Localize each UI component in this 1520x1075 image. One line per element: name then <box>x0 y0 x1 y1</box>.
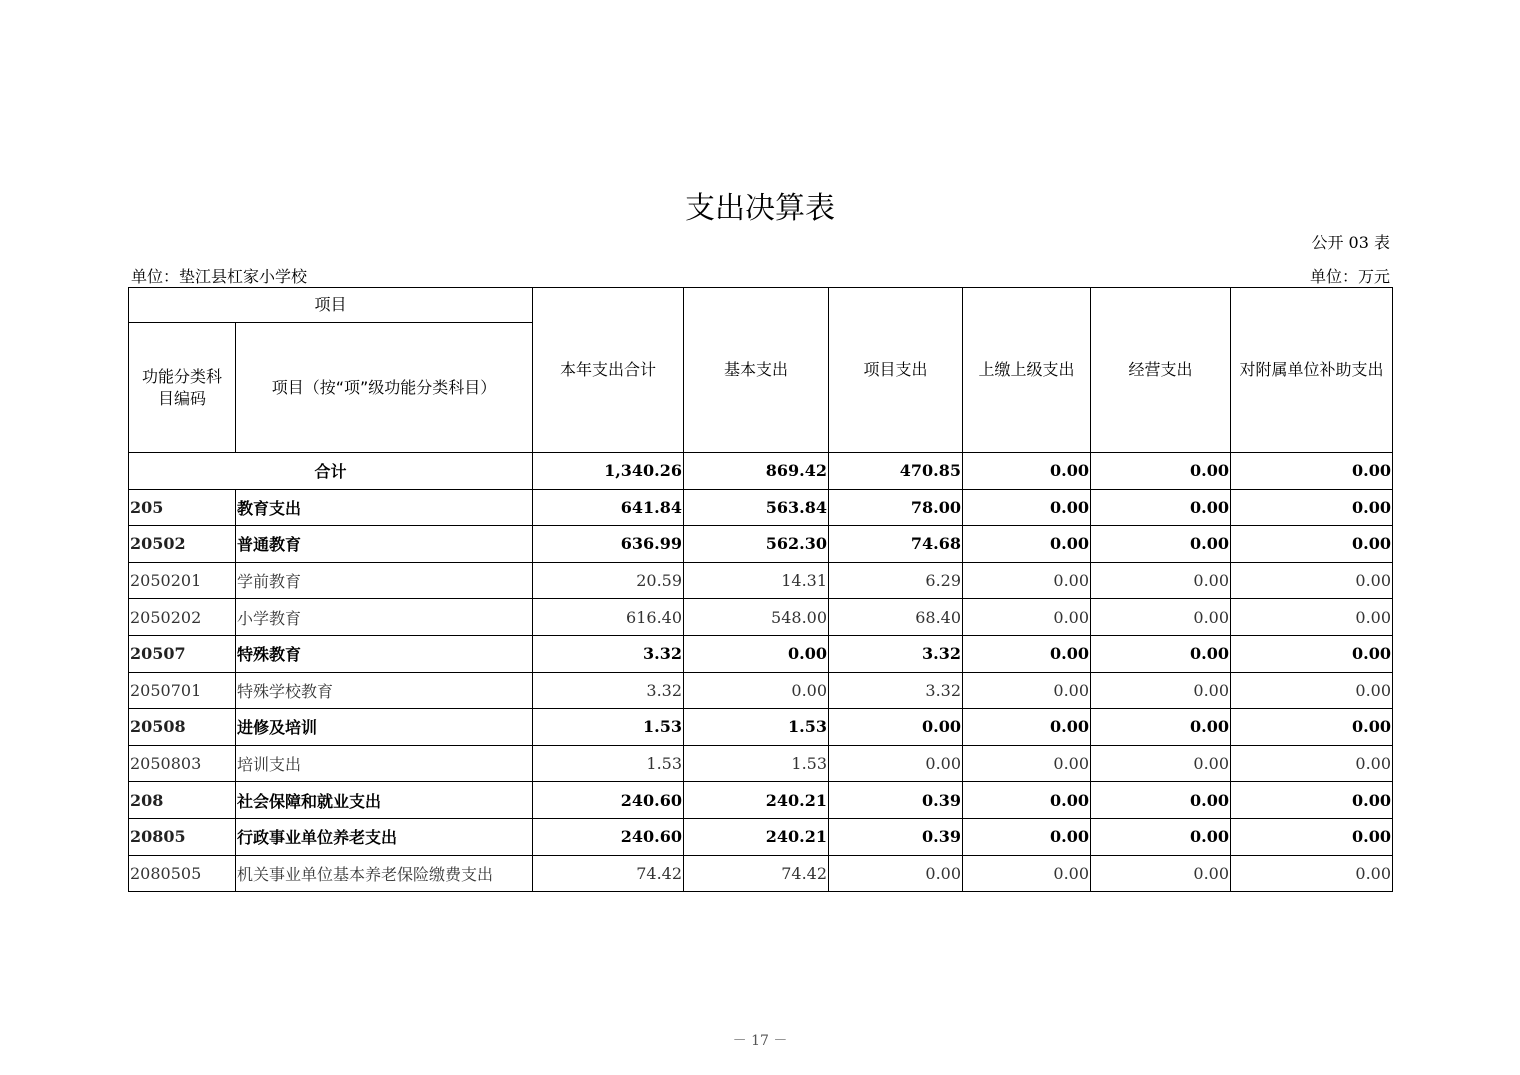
business-cell: 0.00 <box>1091 635 1231 672</box>
subsidy-cell: 0.00 <box>1231 745 1393 782</box>
table-body <box>129 453 1393 892</box>
basic-cell: 240.21 <box>684 818 829 855</box>
business-cell: 0.00 <box>1091 855 1231 892</box>
header-item: 项目 <box>129 288 533 323</box>
name-cell: 培训支出 <box>236 745 533 782</box>
basic-cell: 0.00 <box>684 672 829 709</box>
header-name: 项目（按“项”级功能分类科目） <box>236 323 533 453</box>
subsidy-cell: 0.00 <box>1231 562 1393 599</box>
business-cell: 0.00 <box>1091 526 1231 563</box>
code-cell: 20805 <box>129 818 236 855</box>
form-number: 公开 03 表 <box>1311 233 1390 252</box>
code-cell: 2050201 <box>129 562 236 599</box>
business-cell: 0.00 <box>1091 672 1231 709</box>
business-cell: 0.00 <box>1091 599 1231 636</box>
code-cell: 205 <box>129 489 236 526</box>
basic-cell: 240.21 <box>684 782 829 819</box>
total-cell: 240.60 <box>533 818 684 855</box>
subsidy-cell: 0.00 <box>1231 526 1393 563</box>
name-cell: 行政事业单位养老支出 <box>236 818 533 855</box>
page-title: 支出决算表 <box>685 191 835 226</box>
table-row <box>129 818 1393 855</box>
total-cell: 3.32 <box>533 672 684 709</box>
table-row <box>129 782 1393 819</box>
header-upper: 上缴上级支出 <box>963 288 1091 453</box>
upper-cell: 0.00 <box>963 672 1091 709</box>
business-cell: 0.00 <box>1091 818 1231 855</box>
total-cell: 3.32 <box>533 635 684 672</box>
business-cell: 0.00 <box>1091 489 1231 526</box>
code-cell: 2050701 <box>129 672 236 709</box>
subsidy-cell: 0.00 <box>1231 635 1393 672</box>
project-cell: 0.00 <box>829 745 963 782</box>
total-cell: 74.42 <box>533 855 684 892</box>
expenditure-table <box>128 287 1393 892</box>
total-cell: 240.60 <box>533 782 684 819</box>
header-code: 功能分类科目编码 <box>129 323 236 453</box>
upper-cell: 0.00 <box>963 635 1091 672</box>
project-cell: 470.85 <box>829 453 963 490</box>
table-row <box>129 745 1393 782</box>
header-project: 项目支出 <box>829 288 963 453</box>
upper-cell: 0.00 <box>963 818 1091 855</box>
project-cell: 0.39 <box>829 782 963 819</box>
basic-cell: 548.00 <box>684 599 829 636</box>
project-cell: 74.68 <box>829 526 963 563</box>
project-cell: 68.40 <box>829 599 963 636</box>
code-cell: 20508 <box>129 709 236 746</box>
upper-cell: 0.00 <box>963 526 1091 563</box>
subsidy-cell: 0.00 <box>1231 672 1393 709</box>
name-cell: 特殊教育 <box>236 635 533 672</box>
subsidy-cell: 0.00 <box>1231 709 1393 746</box>
basic-cell: 562.30 <box>684 526 829 563</box>
table-row <box>129 709 1393 746</box>
upper-cell: 0.00 <box>963 709 1091 746</box>
name-cell: 小学教育 <box>236 599 533 636</box>
upper-cell: 0.00 <box>963 489 1091 526</box>
header-total: 本年支出合计 <box>533 288 684 453</box>
name-cell: 进修及培训 <box>236 709 533 746</box>
basic-cell: 0.00 <box>684 635 829 672</box>
upper-cell: 0.00 <box>963 562 1091 599</box>
business-cell: 0.00 <box>1091 453 1231 490</box>
basic-cell: 74.42 <box>684 855 829 892</box>
project-cell: 0.00 <box>829 709 963 746</box>
code-cell: 208 <box>129 782 236 819</box>
upper-cell: 0.00 <box>963 599 1091 636</box>
subsidy-cell: 0.00 <box>1231 599 1393 636</box>
name-cell: 学前教育 <box>236 562 533 599</box>
project-cell: 78.00 <box>829 489 963 526</box>
business-cell: 0.00 <box>1091 745 1231 782</box>
code-cell: 20502 <box>129 526 236 563</box>
header-subsidy: 对附属单位补助支出 <box>1231 288 1393 453</box>
header-basic: 基本支出 <box>684 288 829 453</box>
subsidy-cell: 0.00 <box>1231 818 1393 855</box>
project-cell: 6.29 <box>829 562 963 599</box>
code-cell: 20507 <box>129 635 236 672</box>
total-cell: 641.84 <box>533 489 684 526</box>
total-cell: 1,340.26 <box>533 453 684 490</box>
subsidy-cell: 0.00 <box>1231 489 1393 526</box>
subsidy-cell: 0.00 <box>1231 782 1393 819</box>
currency-unit: 单位：万元 <box>1309 267 1390 286</box>
code-cell: 2050202 <box>129 599 236 636</box>
table-row <box>129 672 1393 709</box>
table-row <box>129 855 1393 892</box>
subsidy-cell: 0.00 <box>1231 453 1393 490</box>
basic-cell: 1.53 <box>684 745 829 782</box>
name-cell: 机关事业单位基本养老保险缴费支出 <box>236 855 533 892</box>
table-row <box>129 489 1393 526</box>
total-cell: 20.59 <box>533 562 684 599</box>
total-cell: 616.40 <box>533 599 684 636</box>
total-label: 合计 <box>129 453 533 490</box>
page-number: － 17 － <box>732 1033 788 1049</box>
total-row <box>129 453 1393 490</box>
project-cell: 3.32 <box>829 672 963 709</box>
basic-cell: 1.53 <box>684 709 829 746</box>
project-cell: 0.39 <box>829 818 963 855</box>
project-cell: 0.00 <box>829 855 963 892</box>
name-cell: 社会保障和就业支出 <box>236 782 533 819</box>
business-cell: 0.00 <box>1091 562 1231 599</box>
basic-cell: 14.31 <box>684 562 829 599</box>
business-cell: 0.00 <box>1091 709 1231 746</box>
total-cell: 636.99 <box>533 526 684 563</box>
business-cell: 0.00 <box>1091 782 1231 819</box>
table-row <box>129 599 1393 636</box>
total-cell: 1.53 <box>533 709 684 746</box>
total-cell: 1.53 <box>533 745 684 782</box>
upper-cell: 0.00 <box>963 782 1091 819</box>
table-row <box>129 562 1393 599</box>
project-cell: 3.32 <box>829 635 963 672</box>
code-cell: 2050803 <box>129 745 236 782</box>
subsidy-cell: 0.00 <box>1231 855 1393 892</box>
table-row <box>129 635 1393 672</box>
basic-cell: 563.84 <box>684 489 829 526</box>
upper-cell: 0.00 <box>963 453 1091 490</box>
code-cell: 2080505 <box>129 855 236 892</box>
upper-cell: 0.00 <box>963 745 1091 782</box>
table-row <box>129 526 1393 563</box>
name-cell: 教育支出 <box>236 489 533 526</box>
header-business: 经营支出 <box>1091 288 1231 453</box>
upper-cell: 0.00 <box>963 855 1091 892</box>
unit-name: 单位：垫江县杠家小学校 <box>131 267 308 286</box>
basic-cell: 869.42 <box>684 453 829 490</box>
name-cell: 普通教育 <box>236 526 533 563</box>
name-cell: 特殊学校教育 <box>236 672 533 709</box>
